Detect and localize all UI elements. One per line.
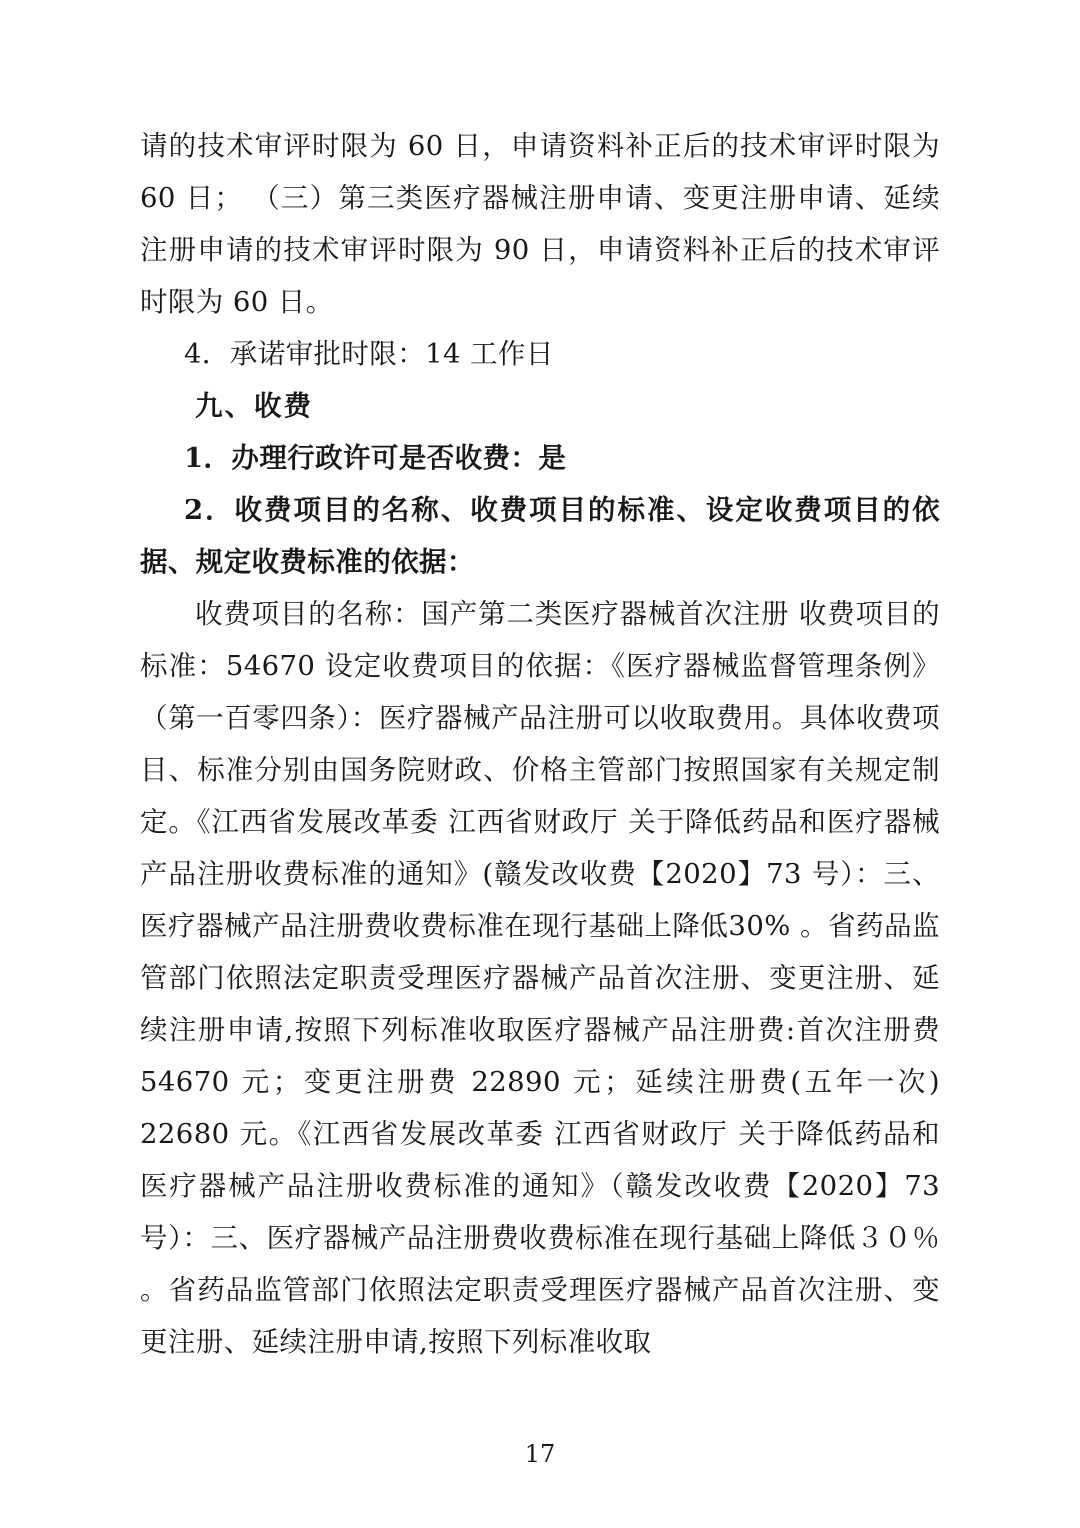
paragraph-approval-deadline: 4．承诺审批时限：14 工作日 [184, 338, 554, 370]
document-body [140, 120, 940, 1368]
paragraph-fee-detail: 收费项目的名称：国产第二类医疗器械首次注册 收费项目的标准：54670 设定收费项目的依据：《医疗器械监督管理条例》（第一百零四条）：医疗器械产品注册可以收取费用。具体收费项目、标准分别由国务院财政、价格主管部门按照国家有关规定制定。《江西省发展改革委 江西省财政厅 关于降低药品和医疗器械产品注册收费标准的通知》(赣发改收费【2020】73 号）：三、医疗器械产品注册费收费标准在现行基础上降低30% 。省药品监管部门依照法定职责受理医疗器械产品首次注册、变更注册、延续注册申请,按照下列标准收取医疗器械产品注册费:首次注册费 54670 元；变更注册费 22890 元；延续注册费(五年一次) 22680 元。《江西省发展改革委 江西省财政厅 关于降低药品和医疗器械产品注册收费标准的通知》（赣发改收费【2020】73 号）：三、医疗器械产品注册费收费标准在现行基础上降低３０％ 。省药品监管部门依照法定职责受理医疗器械产品首次注册、变更注册、延续注册申请,按照下列标准收取 [140, 598, 940, 1358]
paragraph-technical-review-continued: 请的技术审评时限为 60 日，申请资料补正后的技术审评时限为 60 日； （三）第三类医疗器械注册申请、变更注册申请、延续注册申请的技术审评时限为 90 日，申请资料补正后的技术审评时限为 60 日。 [140, 130, 940, 318]
section-heading-fees: 九、收费 [195, 390, 313, 422]
paragraph-fee-basis-title: 2．收费项目的名称、收费项目的标准、设定收费项目的依据、规定收费标准的依据： [140, 494, 940, 578]
paragraph-fee-question: 1．办理行政许可是否收费：是 [184, 442, 567, 474]
page-number: 17 [524, 1440, 556, 1468]
